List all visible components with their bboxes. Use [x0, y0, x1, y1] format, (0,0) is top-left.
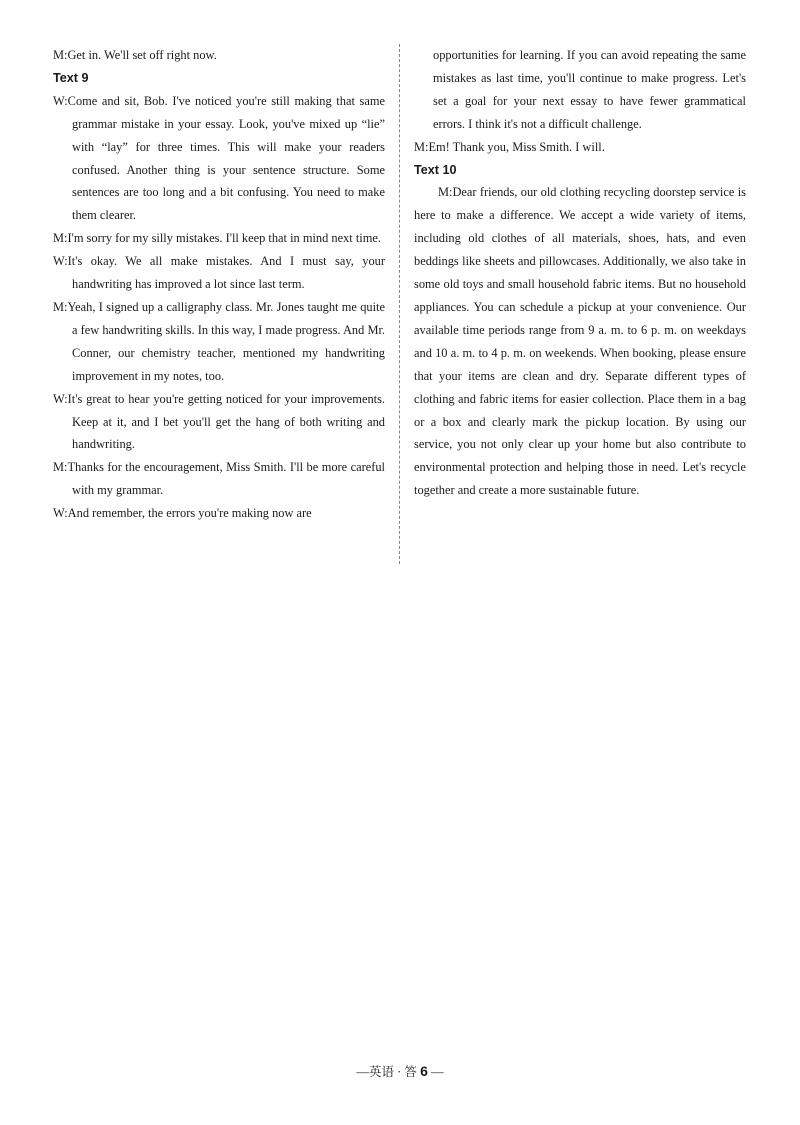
page-number: 6: [420, 1063, 428, 1079]
section-heading: Text 9: [53, 70, 89, 85]
footer-prefix: —英语 · 答: [356, 1065, 421, 1079]
footer-suffix: —: [427, 1065, 444, 1079]
dialogue-line: M:Yeah, I signed up a calligraphy class. Mr. Jones taught me quite a few handwriting skills. In this way, I made progress. And Mr. Conner, our chemistry teacher, mentioned my handwriting improvement in my notes, too.: [53, 299, 385, 383]
section-heading: Text 10: [414, 162, 457, 177]
dialogue-line: M:I'm sorry for my silly mistakes. I'll keep that in mind next time.: [53, 231, 381, 246]
column-divider: [399, 44, 400, 564]
right-column: [414, 44, 746, 502]
dialogue-line: W:It's great to hear you're getting noticed for your improvements. Keep at it, and I bet you'll get the hang of both writing and handwriting.: [53, 391, 385, 452]
dialogue-line: M:Em! Thank you, Miss Smith. I will.: [414, 139, 605, 154]
dialogue-continuation: opportunities for learning. If you can avoid repeating the same mistakes as last time, you'll continue to make progress. Let's set a goal for your next essay to have fewer grammatical errors. I think it's not a difficult challenge.: [433, 48, 746, 131]
page-footer: [0, 1062, 800, 1080]
dialogue-line: W:It's okay. We all make mistakes. And I must say, your handwriting has improved a lot since last term.: [53, 254, 385, 292]
dialogue-line: W:Come and sit, Bob. I've noticed you're still making that same grammar mistake in your essay. Look, you've mixed up “lie” with “lay” for three times. This will make your readers confused. Another thing is your sentence structure. Some sentences are too long and a bit confusing. You need to make them clearer.: [53, 93, 385, 223]
dialogue-line: M:Thanks for the encouragement, Miss Smith. I'll be more careful with my grammar.: [53, 460, 385, 498]
monologue-paragraph: M:Dear friends, our old clothing recycling doorstep service is here to make a difference. We accept a wide variety of items, including old clothes of all materials, shoes, hats, and even beddings like sheets and pillowcases. Additionally, we also take in some old toys and small household fabric items. But no household appliances. You can schedule a pickup at your convenience. Our available time periods range from 9 a. m. to 6 p. m. on weekdays and 10 a. m. to 4 p. m. on weekends. When booking, please ensure that your items are clean and dry. Separate different types of clothing and fabric items for easier collection. Place them in a bag or a box and clearly mark the pickup location. By using our service, you not only clear up your home but also contribute to environmental protection and helping those in need. Let's recycle together and create a more sustainable future.: [414, 185, 746, 498]
left-column: [53, 44, 385, 525]
dialogue-line: W:And remember, the errors you're making now are: [53, 506, 312, 521]
dialogue-line: M:Get in. We'll set off right now.: [53, 48, 217, 62]
